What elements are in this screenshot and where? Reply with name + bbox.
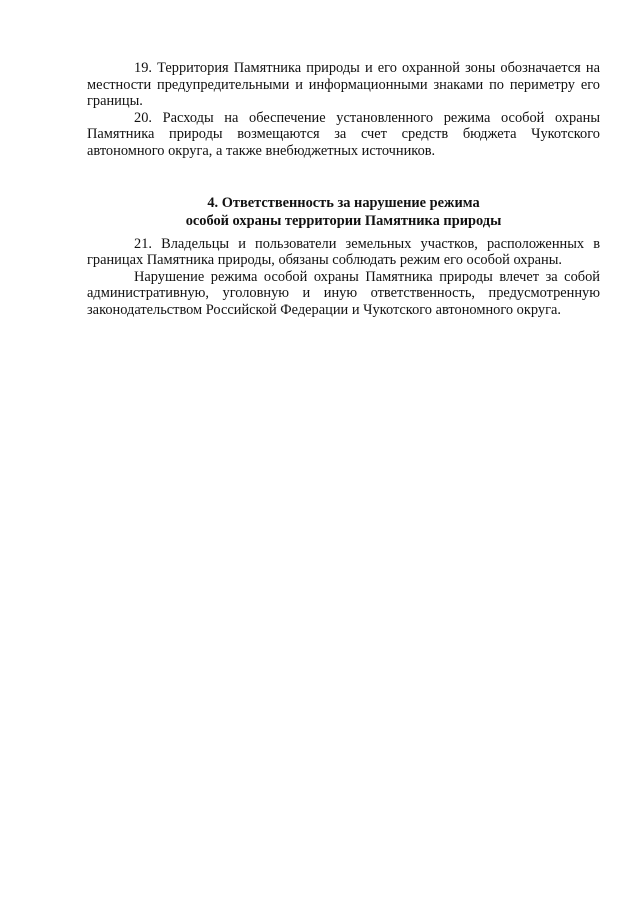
paragraph-liability: Нарушение режима особой охраны Памятника природы влечет за собой административную, уголовную и иную ответственность, предусмотренную законодательством Российской Федерации и Чукотского автономного округа.	[87, 268, 600, 318]
paragraph-21: 21. Владельцы и пользователи земельных участков, расположенных в границах Памятника природы, обязаны соблюдать режим его особой охраны.	[87, 235, 600, 269]
paragraph-19: 19. Территория Памятника природы и его охранной зоны обозначается на местности предупредительными и информационными знаками по периметру его границы.	[87, 60, 600, 110]
section-heading-line-2: особой охраны территории Памятника природы	[185, 212, 502, 229]
section-heading-line-1: 4. Ответственность за нарушение режима	[207, 194, 480, 211]
document-body	[87, 60, 600, 319]
section-heading	[87, 194, 600, 230]
paragraph-20: 20. Расходы на обеспечение установленного режима особой охраны Памятника природы возмещаются за счет средств бюджета Чукотского автономного округа, а также внебюджетных источников.	[87, 109, 600, 159]
